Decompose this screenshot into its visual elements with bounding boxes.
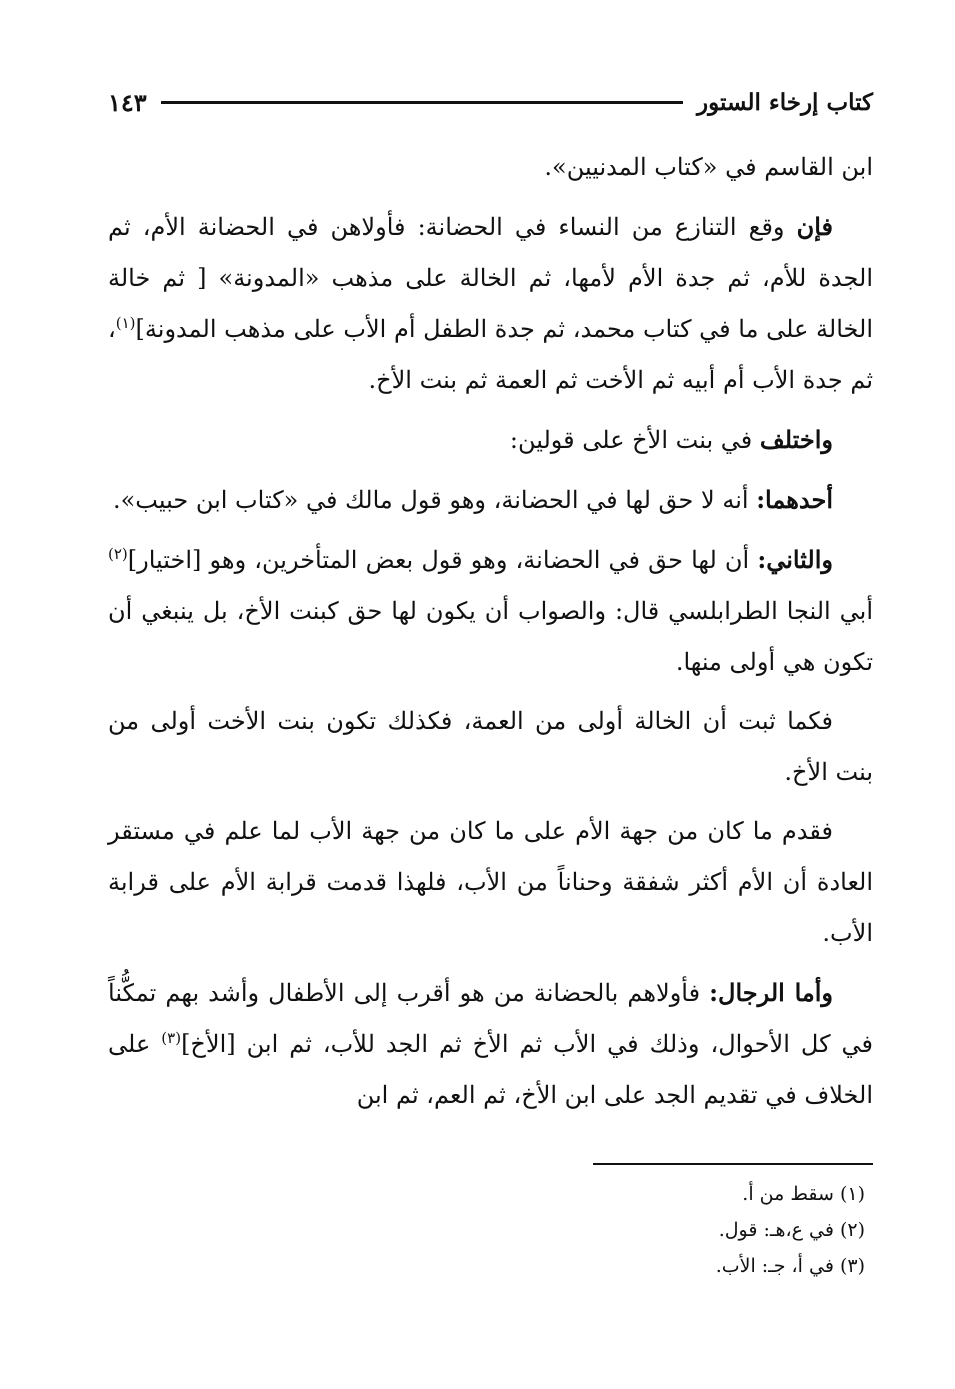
page-number: ١٤٣ (108, 87, 147, 117)
page-header (108, 82, 873, 122)
footnote-separator (593, 1163, 873, 1165)
paragraph-lead: وأما الرجال: (709, 978, 834, 1007)
paragraph-text: ، ثم جدة الأب أم أبيه ثم الأخت ثم العمة ثم بنت الأخ. (108, 315, 873, 394)
paragraph-text: ابن القاسم في «كتاب المدنيين». (544, 153, 873, 181)
paragraph-text: وقع التنازع من النساء في الحضانة: فأولاهن في الحضانة الأم، ثم الجدة للأم، ثم جدة الأم لأمها، ثم الخالة على مذهب «المدونة» [ ثم خالة الخالة على ما في كتاب محمد، ثم جدة الطفل أم الأب على مذهب المدونة] (108, 213, 873, 343)
paragraph-lead: أحدهما: (756, 485, 833, 514)
paragraph (108, 201, 873, 406)
main-text (108, 142, 873, 1129)
paragraph (108, 474, 873, 526)
footnote-ref[interactable]: (١) (115, 314, 136, 332)
paragraph-text: فأولاهم بالحضانة من هو أقرب إلى الأطفال وأشد بهم تمكُّناً في كل الأحوال، وذلك في الأب ثم الأخ ثم الجد للأب، ثم ابن [الأخ] (108, 979, 873, 1058)
footnotes (108, 1176, 865, 1284)
paragraph-text: أبي النجا الطرابلسي قال: والصواب أن يكون لها حق كبنت الأخ، بل ينبغي أن تكون هي أولى منها. (108, 597, 873, 676)
paragraph (108, 534, 873, 688)
paragraph-text: أنه لا حق لها في الحضانة، وهو قول مالك في «كتاب ابن حبيب». (112, 486, 757, 514)
paragraph (108, 414, 873, 466)
running-title: كتاب إرخاء الستور (697, 88, 873, 116)
paragraph-lead: واختلف (759, 425, 833, 454)
paragraph-text: فكما ثبت أن الخالة أولى من العمة، فكذلك تكون بنت الأخت أولى من بنت الأخ. (108, 707, 873, 786)
paragraph-text: في بنت الأخ على قولين: (509, 426, 760, 454)
paragraph-lead: فإن (796, 212, 833, 241)
paragraph (108, 967, 873, 1121)
header-rule (161, 101, 683, 104)
paragraph-text: أن لها حق في الحضانة، وهو قول بعض المتأخرين، وهو [اختيار] (127, 546, 758, 574)
paragraph-text: على الخلاف في تقديم الجد على ابن الأخ، ثم العم، ثم ابن (108, 1030, 873, 1109)
footnote-ref[interactable]: (٣) (161, 1029, 182, 1047)
footnote: (٣) في أ، جـ: الأب. (715, 1255, 865, 1277)
footnote: (١) سقط من أ. (742, 1183, 865, 1205)
paragraph (108, 142, 873, 193)
footnote: (٢) في ع،هـ: قول. (718, 1219, 865, 1241)
paragraph-text: فقدم ما كان من جهة الأم على ما كان من جهة الأب لما علم في مستقر العادة أن الأم أكثر شفقة وحناناً من الأب، فلهذا قدمت قرابة الأم على قرابة الأب. (108, 817, 873, 947)
footnote-ref[interactable]: (٢) (108, 545, 128, 563)
paragraph (108, 696, 873, 798)
paragraph (108, 806, 873, 959)
paragraph-lead: والثاني: (757, 545, 833, 574)
